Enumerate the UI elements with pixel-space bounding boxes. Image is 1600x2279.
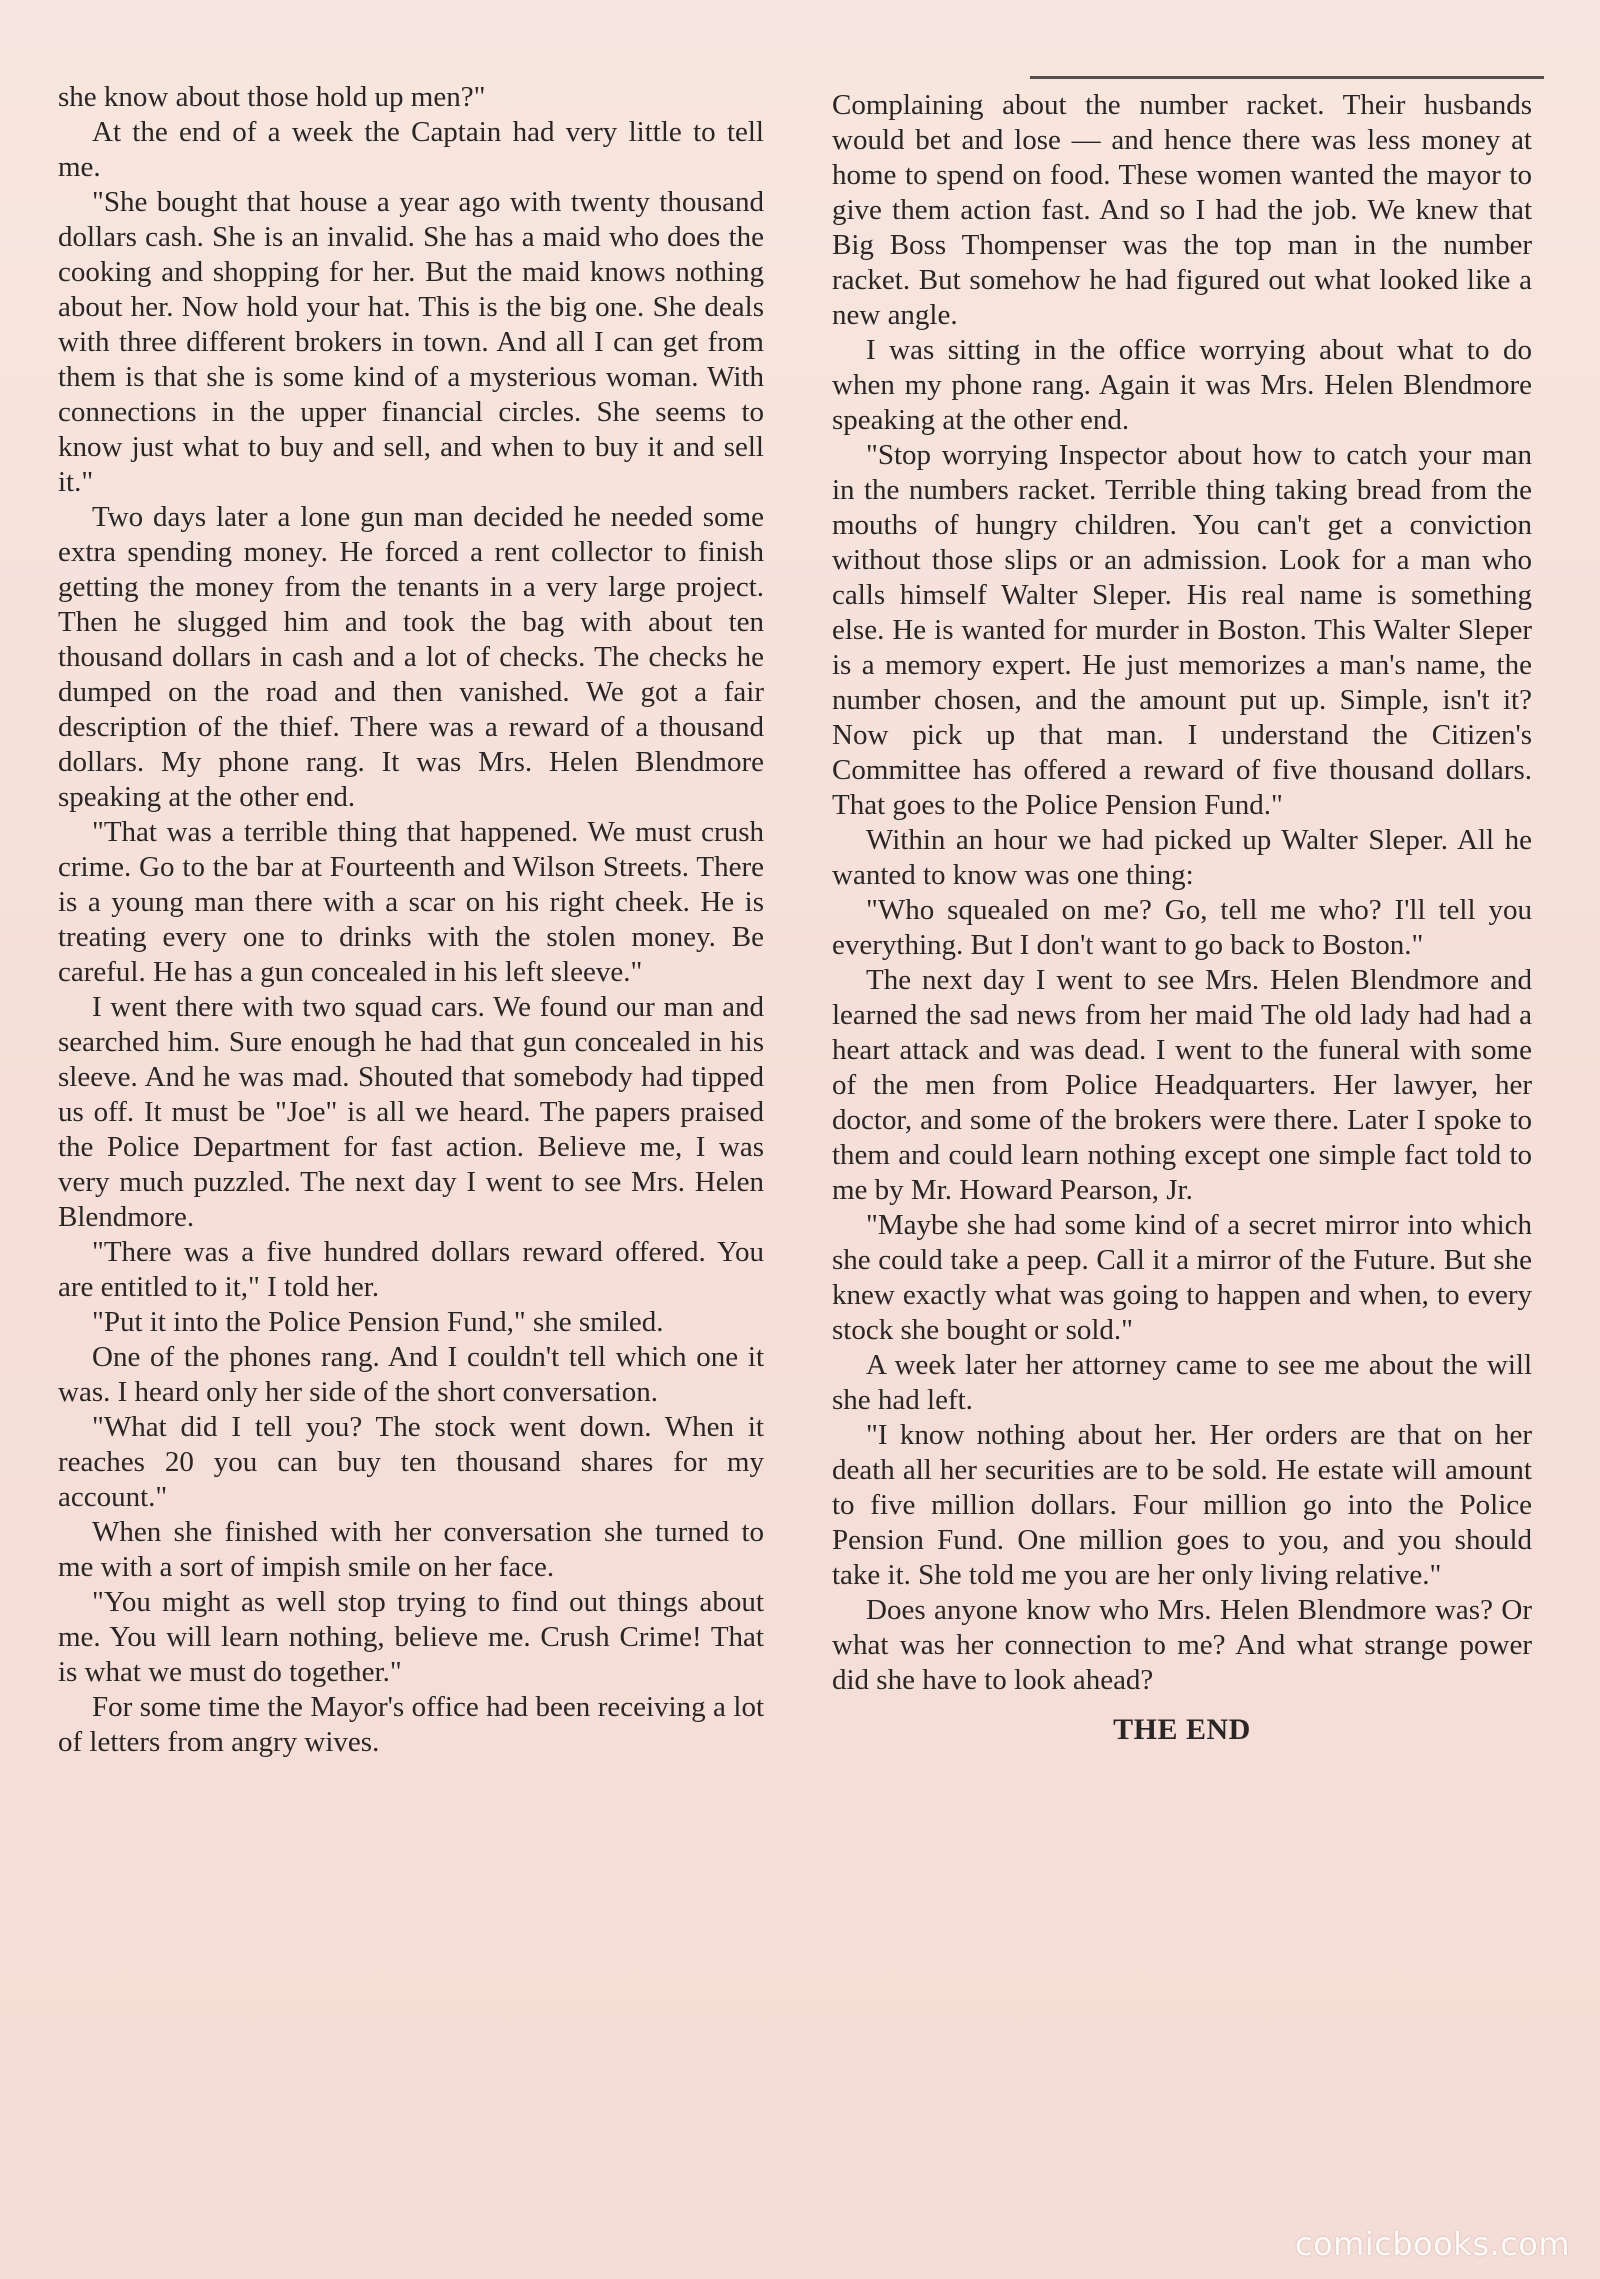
the-end-label: THE END <box>1113 1713 1251 1746</box>
paragraph: "Put it into the Police Pension Fund," she smiled. <box>92 1306 664 1338</box>
paragraph: "You might as well stop trying to find out things about me. You will learn nothing, believe me. Crush Crime! That is what we must do together." <box>58 1586 764 1688</box>
paragraph: "That was a terrible thing that happened. We must crush crime. Go to the bar at Fourteenth and Wilson Streets. There is a young man there with a scar on his right cheek. He is treating every one to drinks with the stolen money. Be careful. He has a gun concealed in his left sleeve." <box>58 816 764 988</box>
paragraph: she know about those hold up men?" <box>58 81 486 113</box>
paragraph: Within an hour we had picked up Walter Sleper. All he wanted to know was one thing: <box>832 824 1532 891</box>
top-rule-divider <box>1030 76 1544 79</box>
paragraph: "I know nothing about her. Her orders are that on her death all her securities are to be sold. He estate will amount to five million dollars. Four million go into the Police Pension Fund. One million goes to you, and you should take it. She told me you are her only living relative." <box>832 1419 1532 1591</box>
paragraph: "Maybe she had some kind of a secret mirror into which she could take a peep. Call it a mirror of the Future. But she knew exactly what was going to happen and when, to every stock she bought or sold." <box>832 1209 1532 1346</box>
paragraph: One of the phones rang. And I couldn't tell which one it was. I heard only her side of the short conversation. <box>58 1341 764 1408</box>
paragraph: When she finished with her conversation she turned to me with a sort of impish smile on her face. <box>58 1516 764 1583</box>
site-watermark: comicbooks.com <box>1294 2225 1570 2263</box>
paragraph: "She bought that house a year ago with twenty thousand dollars cash. She is an invalid. She has a maid who does the cooking and shopping for her. But the maid knows nothing about her. Now hold your hat. This is the big one. She deals with three different brokers in town. And all I can get from them is that she is some kind of a mysterious woman. With connections in the upper financial circles. She seems to know just what to buy and sell, and when to buy it and sell it." <box>58 186 764 498</box>
paragraph: For some time the Mayor's office had been receiving a lot of letters from angry wives. <box>58 1691 764 1758</box>
paragraph: I went there with two squad cars. We found our man and searched him. Sure enough he had that gun concealed in his sleeve. And he was mad. Shouted that somebody had tipped us off. It must be "Joe" is all we heard. The papers praised the Police Department for fast action. Believe me, I was very much puzzled. The next day I went to see Mrs. Helen Blendmore. <box>58 991 764 1233</box>
paragraph: "Stop worrying Inspector about how to catch your man in the numbers racket. Terrible thing taking bread from the mouths of hungry children. You can't get a conviction without those slips or an admission. Look for a man who calls himself Walter Sleper. His real name is something else. He is wanted for murder in Boston. This Walter Sleper is a memory expert. He just memorizes a man's name, the number chosen, and the amount put up. Simple, isn't it? Now pick up that man. I understand the Citizen's Committee has offered a reward of five thousand dollars. That goes to the Police Pension Fund." <box>832 439 1532 821</box>
paragraph: "What did I tell you? The stock went down. When it reaches 20 you can buy ten thousand shares for my account." <box>58 1411 764 1513</box>
paragraph: Does anyone know who Mrs. Helen Blendmore was? Or what was her connection to me? And what strange power did she have to look ahead? <box>832 1594 1532 1696</box>
paragraph: "There was a five hundred dollars reward offered. You are entitled to it," I told her. <box>58 1236 764 1303</box>
paragraph: A week later her attorney came to see me about the will she had left. <box>832 1349 1532 1416</box>
paragraph: "Who squealed on me? Go, tell me who? I'll tell you everything. But I don't want to go back to Boston." <box>832 894 1532 961</box>
paragraph: Complaining about the number racket. Their husbands would bet and lose — and hence there was less money at home to spend on food. These women wanted the mayor to give them action fast. And so I had the job. We knew that Big Boss Thompenser was the top man in the number racket. But somehow he had figured out what looked like a new angle. <box>832 89 1532 331</box>
paragraph: At the end of a week the Captain had very little to tell me. <box>58 116 764 183</box>
left-text-column <box>58 80 764 1760</box>
paragraph: I was sitting in the office worrying about what to do when my phone rang. Again it was Mrs. Helen Blendmore speaking at the other end. <box>832 334 1532 436</box>
paragraph: Two days later a lone gun man decided he needed some extra spending money. He forced a rent collector to finish getting the money from the tenants in a very large project. Then he slugged him and took the bag with about ten thousand dollars in cash and a lot of checks. The checks he dumped on the road and then vanished. We got a fair description of the thief. There was a reward of a thousand dollars. My phone rang. It was Mrs. Helen Blendmore speaking at the other end. <box>58 501 764 813</box>
right-text-column <box>832 88 1532 1747</box>
paragraph: The next day I went to see Mrs. Helen Blendmore and learned the sad news from her maid The old lady had had a heart attack and was dead. I went to the funeral with some of the men from Police Headquarters. Her lawyer, her doctor, and some of the brokers were there. Later I spoke to them and could learn nothing except one simple fact told to me by Mr. Howard Pearson, Jr. <box>832 964 1532 1206</box>
